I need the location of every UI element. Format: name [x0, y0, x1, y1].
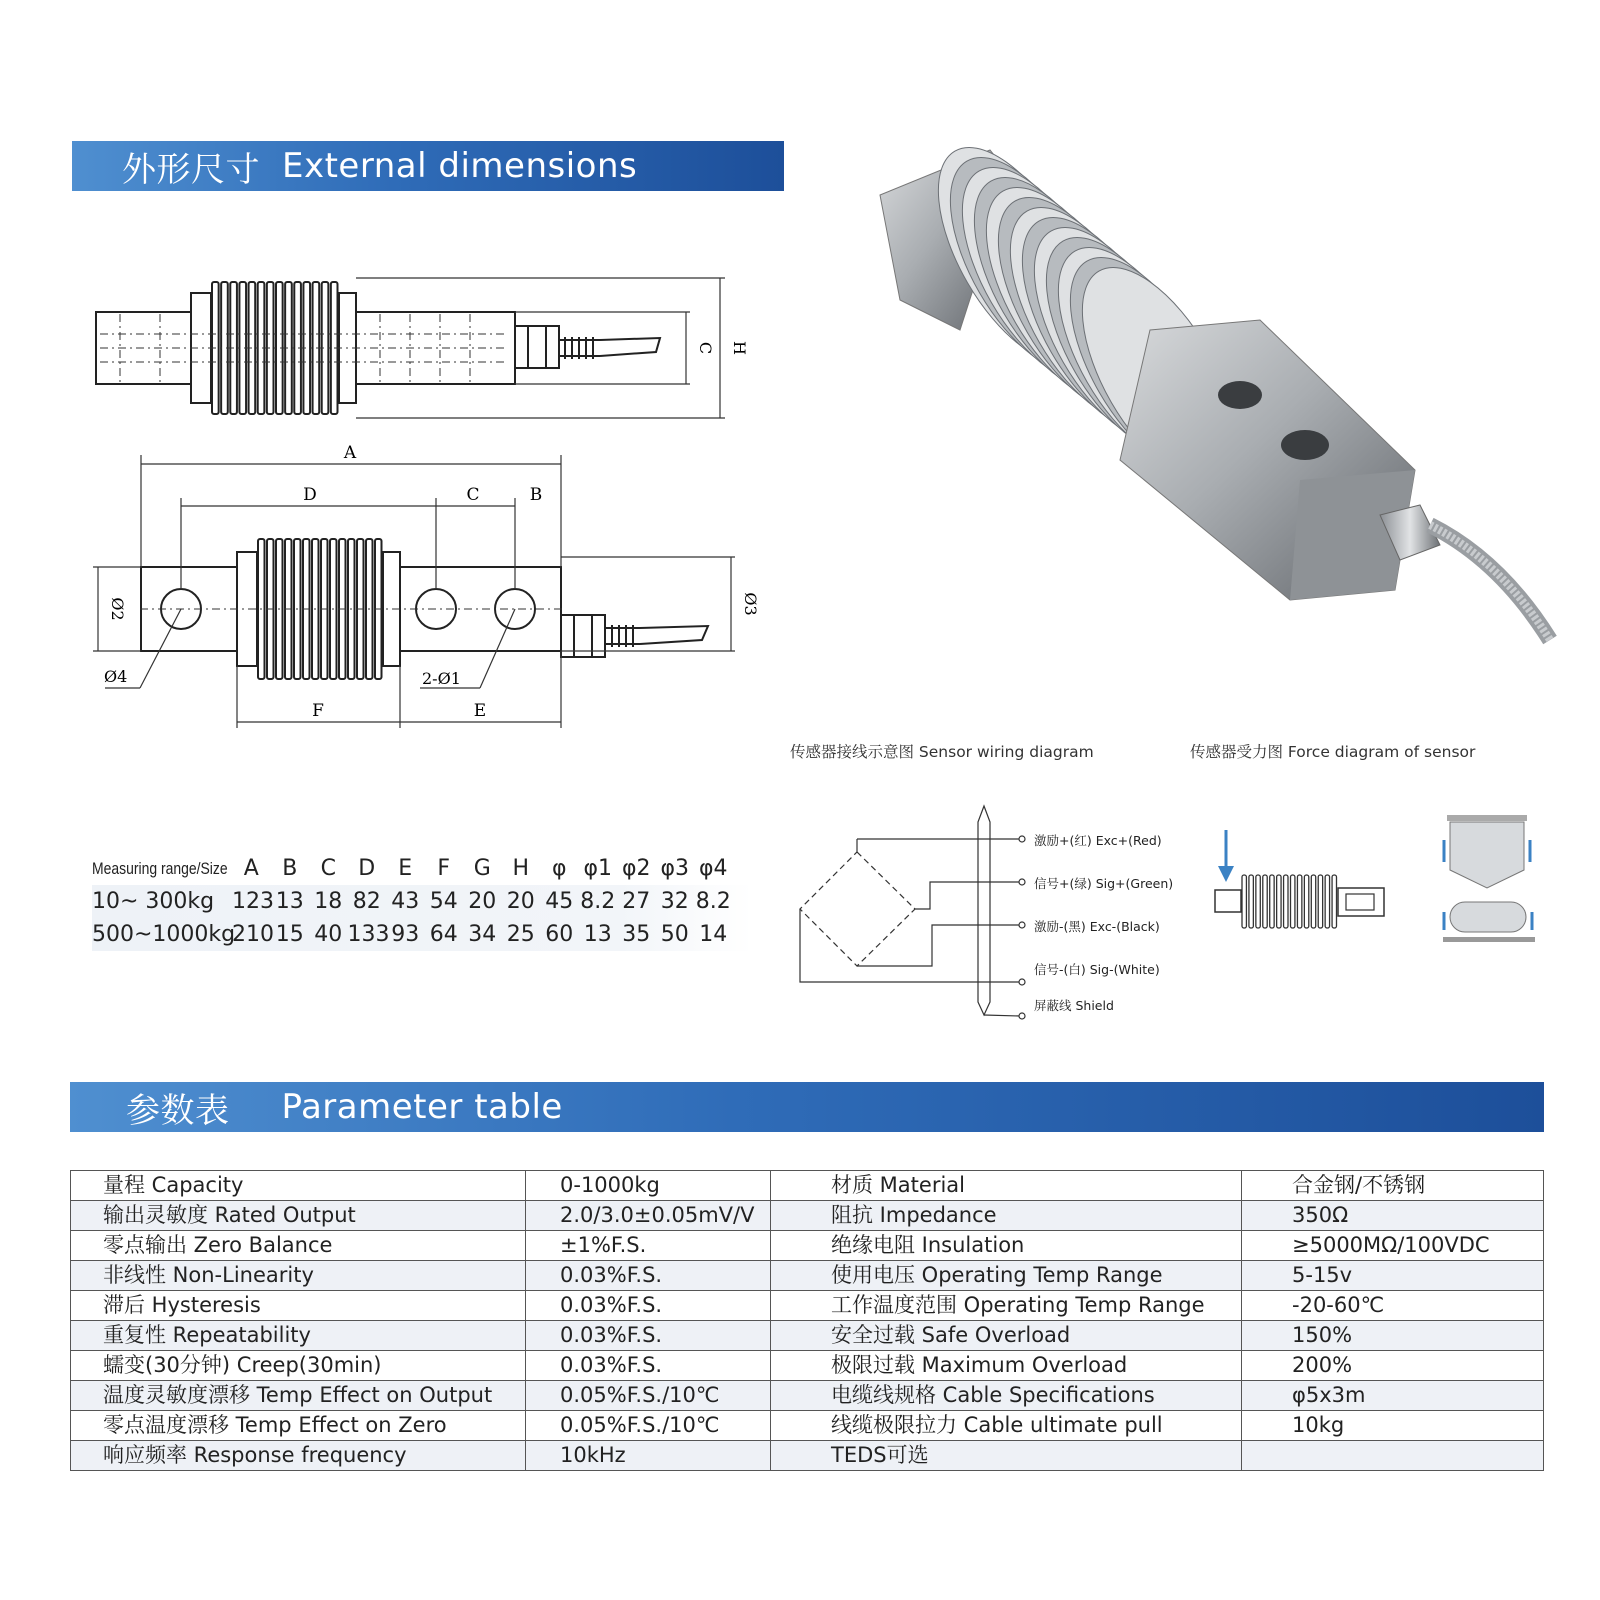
bellows-fin — [1325, 875, 1329, 928]
size-cell: 35 — [622, 922, 651, 947]
bellows-fin — [1311, 875, 1315, 928]
param-name: 非线性 Non-Linearity — [71, 1261, 526, 1291]
param-value: 10kg — [1242, 1411, 1544, 1441]
size-table — [92, 852, 752, 951]
param-value — [1242, 1441, 1544, 1471]
param-name: 使用电压 Operating Temp Range — [771, 1261, 1242, 1291]
param-name: 量程 Capacity — [71, 1171, 526, 1201]
param-value: 5-15v — [1242, 1261, 1544, 1291]
size-cell: 8.2 — [695, 889, 731, 914]
param-name: 材质 Material — [771, 1171, 1242, 1201]
wiring-diagram — [795, 795, 1055, 1025]
table-row — [71, 1411, 1544, 1441]
size-row-label: 500~1000kg — [92, 922, 236, 947]
force-arrow-icon — [1218, 830, 1234, 882]
size-row-label: 10~ 300kg — [92, 889, 215, 914]
size-col-header: H — [512, 856, 530, 881]
param-value: 合金钢/不锈钢 — [1242, 1171, 1544, 1201]
param-value: ≥5000MΩ/100VDC — [1242, 1231, 1544, 1261]
dimensions-title-en: External dimensions — [282, 146, 638, 186]
size-cell: 18 — [314, 889, 343, 914]
caption-force: 传感器受力图 Force diagram of sensor — [1190, 743, 1476, 761]
param-name: 线缆极限拉力 Cable ultimate pull — [771, 1411, 1242, 1441]
table-row — [71, 1381, 1544, 1411]
product-photo — [860, 140, 1580, 670]
size-cell: 27 — [622, 889, 651, 914]
bellows-fin — [1263, 875, 1267, 928]
size-cell: 93 — [391, 922, 420, 947]
size-col-header: A — [243, 856, 259, 881]
size-cell: 15 — [275, 922, 304, 947]
table-row — [71, 1441, 1544, 1471]
wire-sig-plus-label: 信号+(绿) Sig+(Green) — [1034, 876, 1174, 891]
size-table-row — [92, 885, 752, 918]
wire-exc-minus-label: 激励-(黑) Exc-(Black) — [1034, 919, 1160, 934]
table-row — [71, 1261, 1544, 1291]
size-col-header: B — [282, 856, 298, 881]
param-name: 响应频率 Response frequency — [71, 1441, 526, 1471]
side-dim-c-label: C — [696, 341, 715, 355]
dim-c-label: C — [466, 485, 480, 505]
param-value: 350Ω — [1242, 1201, 1544, 1231]
size-col-header: F — [437, 856, 451, 881]
bellows-fin — [1332, 875, 1336, 928]
dimensions-banner — [72, 141, 784, 191]
table-row — [71, 1291, 1544, 1321]
bellows-fin — [1256, 875, 1260, 928]
param-value: 0.05%F.S./10℃ — [526, 1381, 771, 1411]
param-value: 0.03%F.S. — [526, 1351, 771, 1381]
size-col-header: φ — [551, 856, 567, 881]
size-col-header: φ4 — [698, 856, 728, 881]
dim-a-label: A — [343, 443, 357, 463]
param-value: φ5x3m — [1242, 1381, 1544, 1411]
param-value: 10kHz — [526, 1441, 771, 1471]
bellows-fin — [1304, 875, 1308, 928]
caption-wiring: 传感器接线示意图 Sensor wiring diagram — [790, 743, 1094, 761]
param-name: TEDS可选 — [771, 1441, 1242, 1471]
param-value: 0.05%F.S./10℃ — [526, 1411, 771, 1441]
parameters-title-zh: 参数表 — [126, 1090, 230, 1131]
table-row — [71, 1171, 1544, 1201]
param-value: 0.03%F.S. — [526, 1321, 771, 1351]
bellows-fin — [1242, 875, 1246, 928]
wire-exc-plus-label: 激励+(红) Exc+(Red) — [1034, 833, 1162, 848]
size-cell: 123 — [232, 889, 274, 914]
size-cell: 13 — [275, 889, 304, 914]
dim-e-label: E — [473, 701, 487, 721]
table-row — [71, 1201, 1544, 1231]
size-cell: 14 — [699, 922, 728, 947]
load-cell-body-illustration — [880, 124, 1550, 640]
param-value: 200% — [1242, 1351, 1544, 1381]
dim-phi3-label: Ø3 — [741, 592, 760, 616]
param-name: 安全过载 Safe Overload — [771, 1321, 1242, 1351]
size-cell: 210 — [232, 922, 274, 947]
parameters-title-en: Parameter table — [281, 1087, 563, 1127]
dimensions-title-zh: 外形尺寸 — [122, 149, 260, 190]
size-cell: 60 — [545, 922, 574, 947]
param-name: 零点温度漂移 Temp Effect on Zero — [71, 1411, 526, 1441]
param-value: 0.03%F.S. — [526, 1291, 771, 1321]
size-table-header-label: Measuring range/Size — [92, 858, 228, 878]
wire-sig-minus-label: 信号-(白) Sig-(White) — [1034, 962, 1160, 977]
param-name: 零点输出 Zero Balance — [71, 1231, 526, 1261]
dim-phi4-label: Ø4 — [104, 667, 128, 686]
size-col-header: φ2 — [621, 856, 651, 881]
table-row — [71, 1351, 1544, 1381]
size-cell: 45 — [545, 889, 574, 914]
size-cell: 25 — [506, 922, 535, 947]
tank-icon — [1443, 902, 1535, 942]
force-diagram — [1200, 805, 1540, 955]
side-view-drawing — [90, 270, 850, 440]
size-cell: 32 — [660, 889, 689, 914]
size-cell: 82 — [352, 889, 381, 914]
param-value: 2.0/3.0±0.05mV/V — [526, 1201, 771, 1231]
size-col-header: φ3 — [660, 856, 689, 881]
param-value: 0.03%F.S. — [526, 1261, 771, 1291]
table-row — [71, 1231, 1544, 1261]
param-value: -20-60℃ — [1242, 1291, 1544, 1321]
bellows-fin — [1249, 875, 1253, 928]
bellows-fin — [1297, 875, 1301, 928]
table-row — [71, 1321, 1544, 1351]
size-cell: 20 — [506, 889, 535, 914]
size-cell: 20 — [468, 889, 497, 914]
wire-shield-label: 屏蔽线 Shield — [1034, 998, 1114, 1013]
top-view-drawing — [90, 440, 850, 740]
param-value: 150% — [1242, 1321, 1544, 1351]
param-name: 蠕变(30分钟) Creep(30min) — [71, 1351, 526, 1381]
parameters-banner — [70, 1082, 1544, 1132]
param-name: 电缆线规格 Cable Specifications — [771, 1381, 1242, 1411]
param-name: 阻抗 Impedance — [771, 1201, 1242, 1231]
param-value: 0-1000kg — [526, 1171, 771, 1201]
size-cell: 133 — [347, 922, 390, 947]
size-col-header: φ1 — [583, 856, 612, 881]
param-name: 极限过载 Maximum Overload — [771, 1351, 1242, 1381]
size-cell: 13 — [583, 922, 612, 947]
bellows-fin — [1270, 875, 1274, 928]
param-name: 工作温度范围 Operating Temp Range — [771, 1291, 1242, 1321]
size-col-header: D — [358, 856, 376, 881]
size-cell: 40 — [314, 922, 343, 947]
param-name: 滞后 Hysteresis — [71, 1291, 526, 1321]
dim-f-label: F — [312, 701, 324, 721]
param-value: ±1%F.S. — [526, 1231, 771, 1261]
param-name: 绝缘电阻 Insulation — [771, 1231, 1242, 1261]
size-cell: 8.2 — [580, 889, 616, 914]
dim-b-label: B — [529, 485, 543, 505]
param-name: 温度灵敏度漂移 Temp Effect on Output — [71, 1381, 526, 1411]
size-cell: 34 — [468, 922, 497, 947]
parameter-table — [70, 1170, 1544, 1471]
size-cell: 64 — [429, 922, 458, 947]
bellows-fin — [1318, 875, 1322, 928]
size-cell: 43 — [391, 889, 420, 914]
dim-phi1-label: 2-Ø1 — [422, 669, 461, 688]
param-name: 重复性 Repeatability — [71, 1321, 526, 1351]
param-name: 输出灵敏度 Rated Output — [71, 1201, 526, 1231]
bellows-fin — [1291, 875, 1295, 928]
size-table-header — [92, 852, 752, 885]
dim-d-label: D — [303, 485, 317, 505]
dim-phi2-label: Ø2 — [108, 597, 127, 621]
bellows-fin — [1284, 875, 1288, 928]
size-cell: 50 — [660, 922, 689, 947]
bellows-fin — [1277, 875, 1281, 928]
size-cell: 54 — [429, 889, 458, 914]
size-col-header: E — [398, 856, 413, 881]
side-dim-h-label: H — [730, 341, 749, 355]
size-table-row — [92, 918, 752, 951]
size-col-header: C — [320, 856, 336, 881]
hopper-icon — [1444, 815, 1530, 888]
size-col-header: G — [473, 856, 491, 881]
